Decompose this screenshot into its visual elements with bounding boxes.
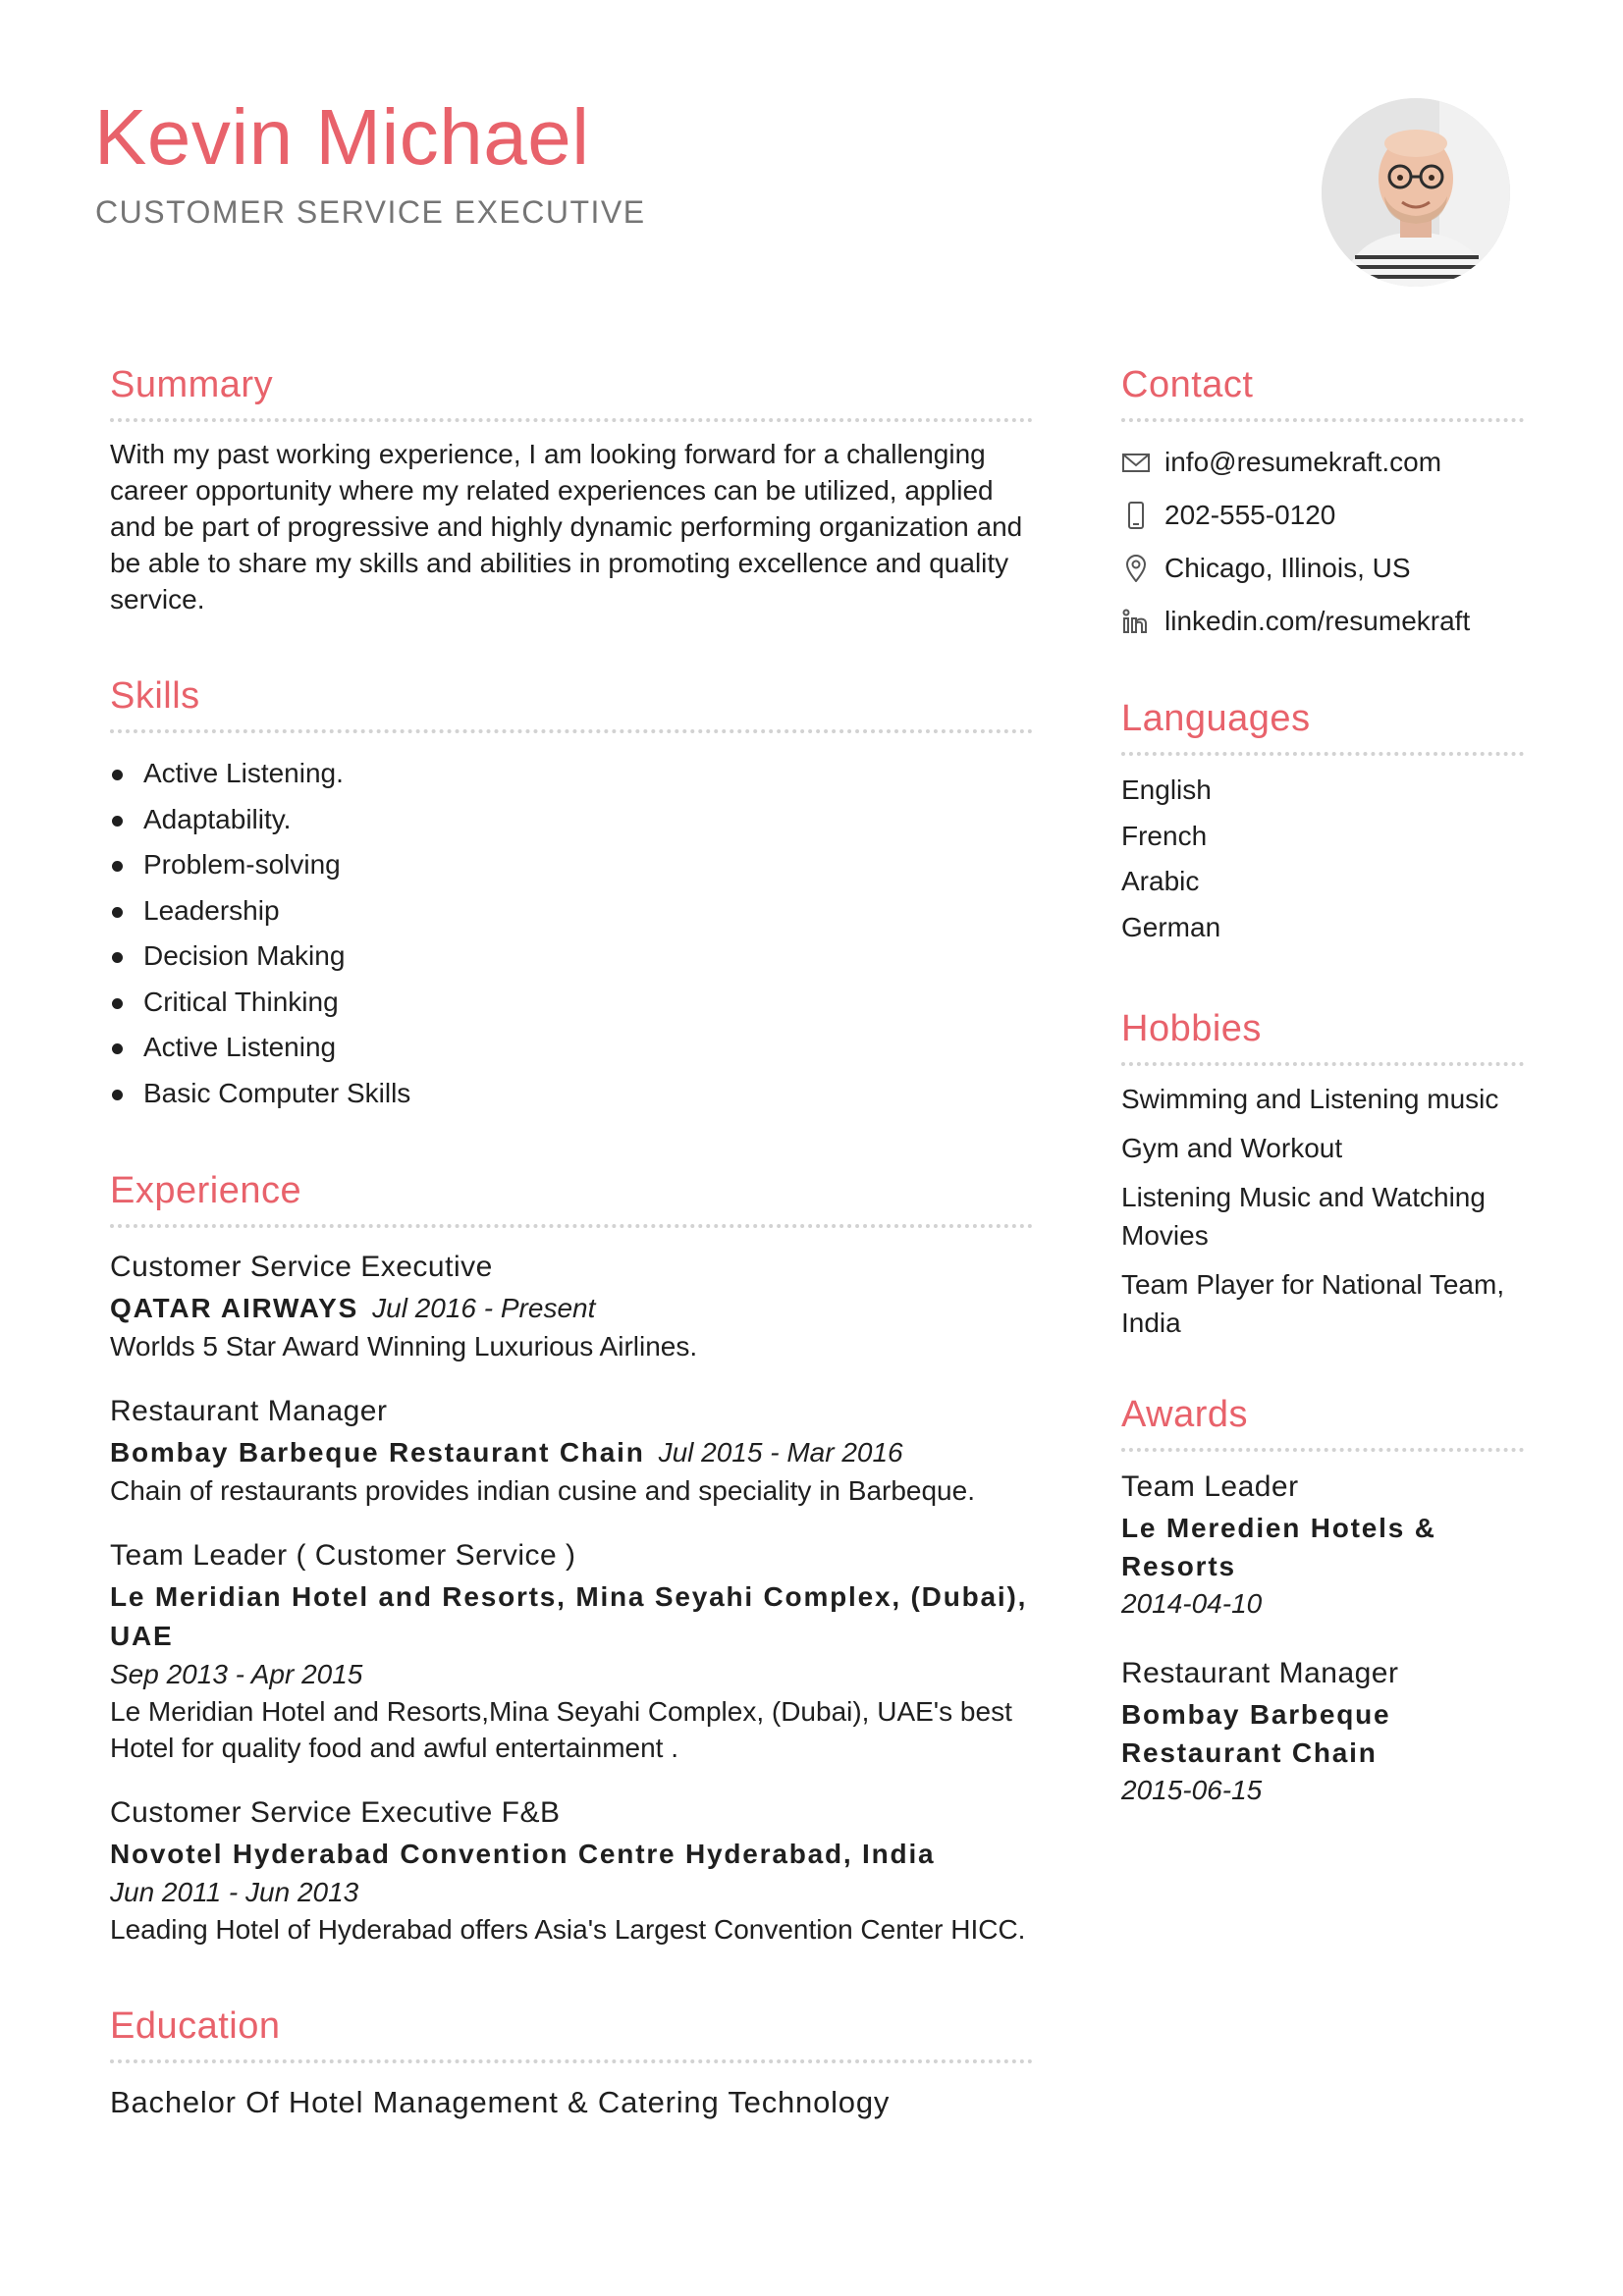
experience-heading: Experience [110, 1167, 1033, 1228]
phone-icon [1121, 502, 1151, 529]
skill-item [110, 1025, 1033, 1071]
education-section [110, 2002, 1033, 2124]
experience-role: Customer Service Executive F&B [110, 1796, 561, 1829]
mail-icon [1121, 449, 1151, 476]
experience-role: Customer Service Executive [110, 1251, 493, 1283]
languages-heading: Languages [1121, 695, 1524, 756]
experience-description: Le Meridian Hotel and Resorts,Mina Seyahi Complex, (Dubai), UAE's best Hotel for quality food and awful entertainment . [110, 1696, 1012, 1763]
language-item: Arabic [1121, 866, 1200, 896]
skill-label: Critical Thinking [143, 986, 339, 1017]
skills-section [110, 672, 1033, 1116]
award-title: Restaurant Manager [1121, 1657, 1399, 1689]
candidate-name: Kevin Michael [94, 93, 590, 181]
skill-label: Decision Making [143, 940, 346, 971]
contact-location [1121, 542, 1524, 595]
summary-heading: Summary [110, 361, 1033, 422]
skill-label: Basic Computer Skills [143, 1077, 411, 1108]
experience-company-line [110, 1835, 1033, 1874]
skill-item [110, 842, 1033, 888]
skill-item [110, 980, 1033, 1026]
languages-section [1121, 695, 1524, 950]
bullet-icon [112, 816, 123, 827]
award-item [1121, 1652, 1524, 1809]
experience-role: Team Leader ( Customer Service ) [110, 1539, 576, 1572]
language-item: German [1121, 911, 1221, 942]
education-degree: Bachelor Of Hotel Management & Catering Technology [110, 2085, 891, 2119]
hobbies-heading: Hobbies [1121, 1005, 1524, 1066]
experience-company: Le Meridian Hotel and Resorts, Mina Seyahi Complex, (Dubai), UAE [110, 1581, 1028, 1651]
contact-phone[interactable] [1121, 489, 1524, 542]
award-date: 2014-04-10 [1121, 1588, 1263, 1619]
language-item: French [1121, 820, 1208, 851]
bullet-icon [112, 952, 123, 963]
hobby-item: Listening Music and Watching Movies [1121, 1182, 1486, 1251]
bullet-icon [112, 907, 123, 918]
contact-linkedin-text: linkedin.com/resumekraft [1164, 606, 1471, 636]
contact-section [1121, 361, 1524, 648]
summary-text: With my past working experience, I am looking forward for a challenging career opportunity where my related experiences can be utilized, applied and be part of progressive and highly dynamic performing organization and be able to share my skills and abilities in promoting excellence and quality service. [110, 439, 1023, 614]
hobby-item: Swimming and Listening music [1121, 1084, 1499, 1114]
experience-company: Bombay Barbeque Restaurant Chain [110, 1437, 645, 1468]
bullet-icon [112, 770, 123, 780]
experience-item [110, 1534, 1033, 1766]
skill-item [110, 934, 1033, 980]
contact-linkedin[interactable] [1121, 595, 1524, 648]
skill-item [110, 751, 1033, 797]
skills-list [110, 751, 1033, 1116]
experience-section [110, 1167, 1033, 1948]
award-item [1121, 1466, 1524, 1623]
award-organization: Bombay Barbeque Restaurant Chain [1121, 1699, 1391, 1768]
skill-item [110, 888, 1033, 934]
bullet-icon [112, 998, 123, 1009]
experience-dates: Sep 2013 - Apr 2015 [110, 1659, 363, 1689]
contact-list [1121, 436, 1524, 648]
experience-dates: Jun 2011 - Jun 2013 [110, 1877, 359, 1907]
award-title: Team Leader [1121, 1470, 1299, 1503]
contact-location-text: Chicago, Illinois, US [1164, 553, 1411, 583]
experience-company: Novotel Hyderabad Convention Centre Hyderabad, India [110, 1839, 936, 1869]
skill-label: Active Listening. [143, 758, 344, 788]
job-title: CUSTOMER SERVICE EXECUTIVE [95, 194, 646, 230]
award-organization: Le Meredien Hotels & Resorts [1121, 1513, 1436, 1581]
contact-email-text: info@resumekraft.com [1164, 447, 1442, 477]
contact-email[interactable] [1121, 436, 1524, 489]
side-column [1121, 361, 1524, 1809]
bullet-icon [112, 861, 123, 872]
bullet-icon [112, 1090, 123, 1100]
skill-label: Active Listening [143, 1032, 337, 1062]
linkedin-icon [1121, 608, 1151, 635]
experience-dates: Jul 2015 - Mar 2016 [658, 1437, 903, 1468]
skills-heading: Skills [110, 672, 1033, 733]
skill-label: Leadership [143, 894, 280, 926]
awards-section [1121, 1391, 1524, 1809]
bullet-icon [112, 1043, 123, 1054]
awards-heading: Awards [1121, 1391, 1524, 1452]
experience-dates: Jul 2016 - Present [372, 1293, 596, 1323]
skill-item [110, 797, 1033, 843]
main-column [110, 361, 1033, 2124]
profile-photo [1322, 98, 1510, 287]
experience-company-line [110, 1577, 1033, 1656]
experience-company-line [110, 1433, 1033, 1472]
education-heading: Education [110, 2002, 1033, 2063]
hobbies-section [1121, 1005, 1524, 1342]
award-date: 2015-06-15 [1121, 1775, 1263, 1805]
contact-phone-text: 202-555-0120 [1164, 500, 1336, 530]
contact-heading: Contact [1121, 361, 1524, 422]
language-item: English [1121, 774, 1212, 805]
skill-item [110, 1071, 1033, 1117]
experience-item [110, 1791, 1033, 1948]
experience-item [110, 1390, 1033, 1509]
experience-company: QATAR AIRWAYS [110, 1293, 359, 1323]
hobby-item: Team Player for National Team, India [1121, 1269, 1505, 1338]
hobby-item: Gym and Workout [1121, 1133, 1343, 1163]
experience-role: Restaurant Manager [110, 1395, 388, 1427]
experience-item [110, 1246, 1033, 1364]
experience-description: Worlds 5 Star Award Winning Luxurious Airlines. [110, 1331, 698, 1362]
location-pin-icon [1121, 555, 1151, 582]
languages-list [1121, 768, 1524, 950]
experience-company-line [110, 1289, 1033, 1328]
experience-description: Leading Hotel of Hyderabad offers Asia's Largest Convention Center HICC. [110, 1914, 1026, 1945]
hobbies-list [1121, 1080, 1524, 1342]
skill-label: Problem-solving [143, 849, 341, 880]
experience-description: Chain of restaurants provides indian cusine and speciality in Barbeque. [110, 1475, 975, 1506]
skill-label: Adaptability. [143, 803, 292, 834]
summary-section [110, 361, 1033, 617]
